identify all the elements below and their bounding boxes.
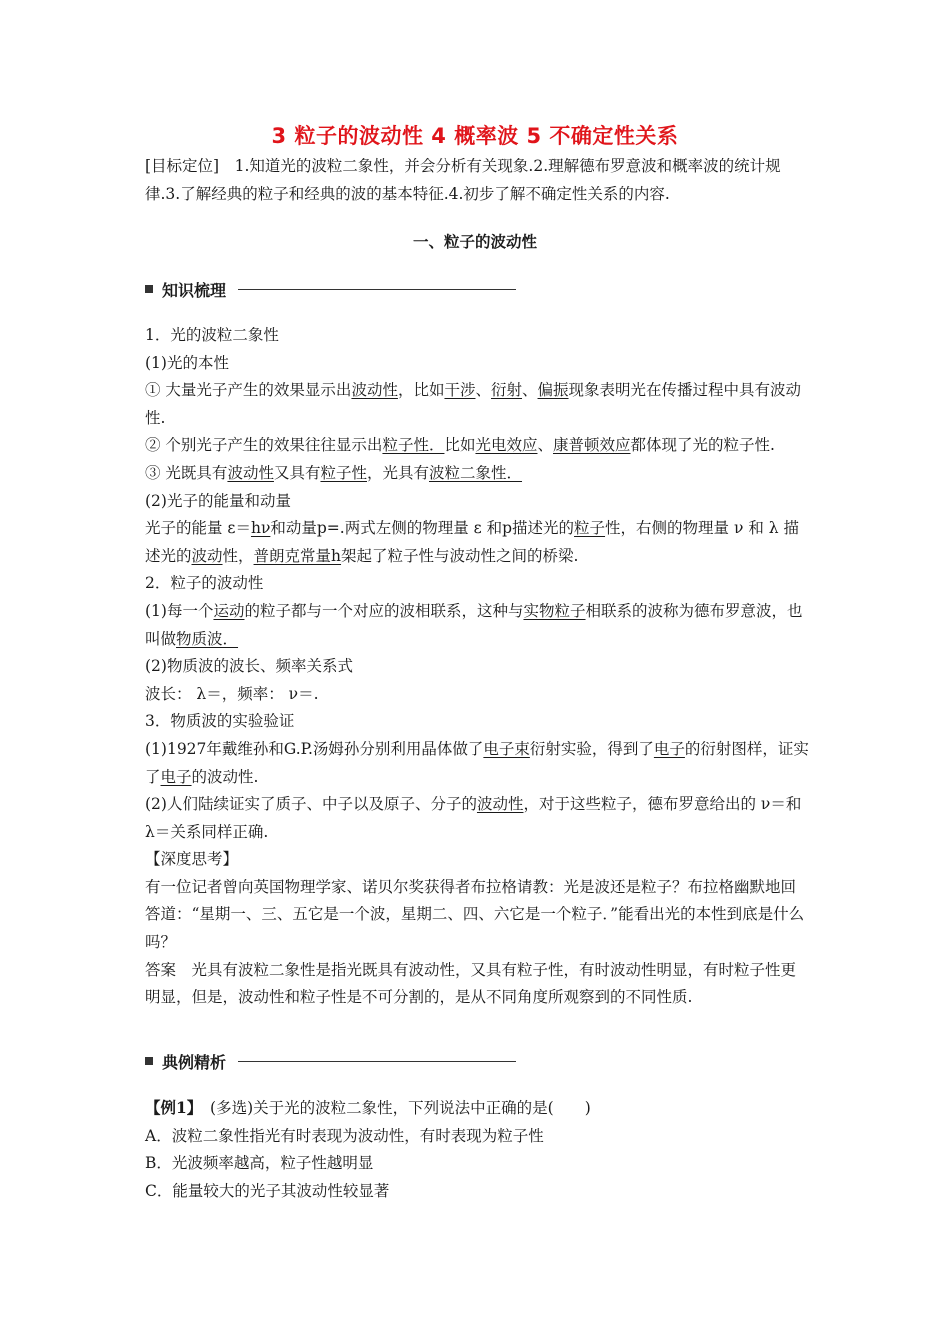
knowledge-header-label: 知识梳理 bbox=[162, 280, 227, 300]
option-c: C．能量较大的光子其波动性较显著 bbox=[145, 1181, 390, 1200]
knowledge-header bbox=[145, 277, 516, 301]
example-tag: 【例1】 bbox=[145, 1098, 195, 1117]
example-stem: 【例1】 (多选)关于光的波粒二象性，下列说法中正确的是( ) bbox=[145, 1098, 591, 1117]
header-rule bbox=[238, 1061, 516, 1062]
page-title: 3 粒子的波动性 4 概率波 5 不确定性关系 bbox=[271, 124, 679, 148]
line: (2)光子的能量和动量 bbox=[145, 491, 291, 510]
line: (1)1927年戴维孙和G.P.汤姆孙分别利用晶体做了电子束衍射实验，得到了电子的衍射图样，证实了电子的波动性. bbox=[145, 739, 809, 786]
line: 1．光的波粒二象性 bbox=[145, 326, 279, 344]
line: (1)光的本性 bbox=[145, 353, 229, 372]
section-title: 一、粒子的波动性 bbox=[412, 233, 537, 251]
knowledge-body bbox=[145, 322, 810, 1012]
line: ③ 光既具有波动性又具有粒子性，光具有波粒二象性． bbox=[145, 463, 523, 482]
question-text: 有一位记者曾向英国物理学家、诺贝尔奖获得者布拉格请教：光是波还是粒子？布拉格幽默地回答道：“星期一、三、五它是一个波，星期二、四、六它是一个粒子．”能看出光的本性到底是什么吗？ bbox=[145, 877, 805, 952]
example-block bbox=[145, 1094, 810, 1205]
line: (2)人们陆续证实了质子、中子以及原子、分子的波动性，对于这些粒子，德布罗意给出的 ν＝和 λ＝关系同样正确. bbox=[145, 795, 802, 841]
line: 3．物质波的实验验证 bbox=[145, 712, 295, 731]
square-bullet-icon bbox=[145, 1057, 153, 1065]
line: 波长： λ＝，频率： ν＝. bbox=[145, 684, 319, 703]
line: (1)每一个运动的粒子都与一个对应的波相联系，这种与实物粒子相联系的波称为德布罗意波，也叫做物质波． bbox=[145, 601, 803, 648]
option-a: A．波粒二象性指光有时表现为波动性，有时表现为粒子性 bbox=[145, 1126, 544, 1145]
line: (2)物质波的波长、频率关系式 bbox=[145, 657, 353, 676]
option-b: B．光波频率越高，粒子性越明显 bbox=[145, 1154, 374, 1173]
answer-text: 答案 光具有波粒二象性是指光既具有波动性，又具有粒子性，有时波动性明显，有时粒子性更明显，但是，波动性和粒子性是不可分割的，是从不同角度所观察到的不同性质. bbox=[145, 960, 797, 1007]
examples-header-label: 典例精析 bbox=[162, 1052, 227, 1072]
line: ① 大量光子产生的效果显示出波动性，比如干涉、衍射、偏振现象表明光在传播过程中具有波动性. bbox=[145, 381, 802, 427]
line: 2．粒子的波动性 bbox=[145, 574, 264, 593]
header-rule bbox=[238, 289, 516, 290]
examples-header bbox=[145, 1049, 516, 1073]
line: ② 个别光子产生的效果往往显示出粒子性．比如光电效应、康普顿效应都体现了光的粒子性. bbox=[145, 436, 775, 455]
learning-goals bbox=[145, 153, 810, 208]
line: 光子的能量 ε＝hν和动量p=.两式左侧的物理量 ε 和p描述光的粒子性，右侧的物理量 ν 和 λ 描述光的波动性，普朗克常量h架起了粒子性与波动性之间的桥梁. bbox=[145, 519, 800, 565]
goal-tag: [目标定位] bbox=[145, 157, 220, 175]
deep-thinking-heading: 【深度思考】 bbox=[145, 850, 239, 869]
goal-text: 1.知道光的波粒二象性，并会分析有关现象.2.理解德布罗意波和概率波的统计规律.3.了解经典的粒子和经典的波的基本特征.4.初步了解不确定性关系的内容. bbox=[145, 157, 781, 203]
square-bullet-icon bbox=[145, 285, 153, 293]
